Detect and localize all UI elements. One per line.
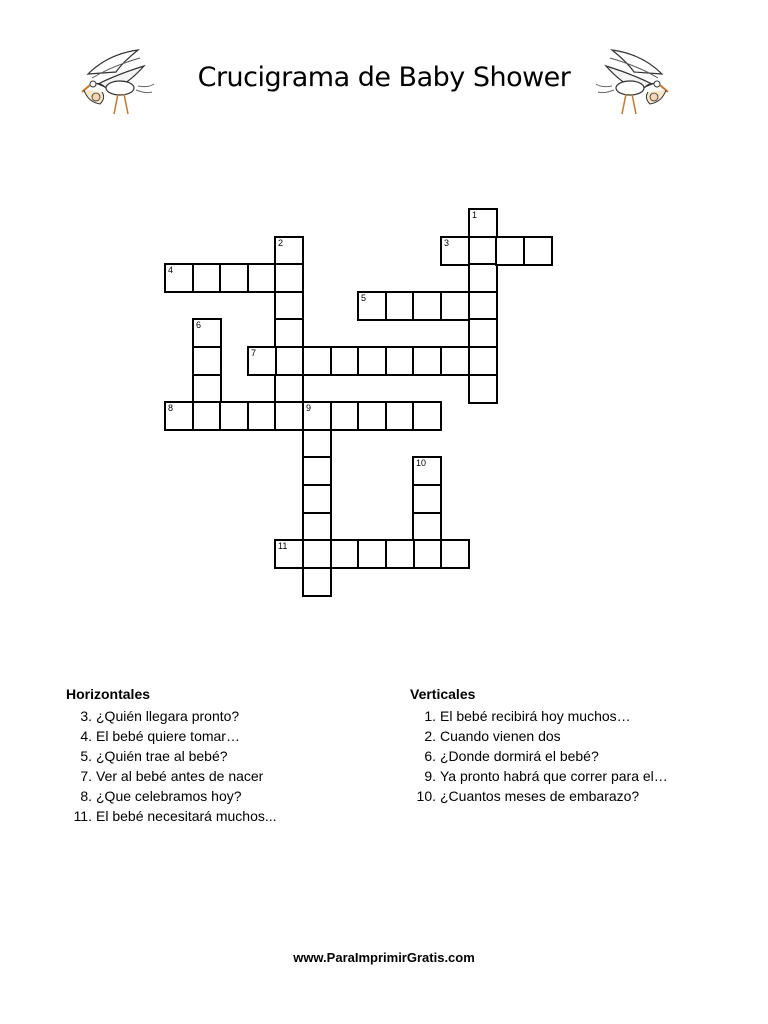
clues-heading: Horizontales (66, 686, 151, 702)
crossword-cell[interactable] (192, 263, 222, 293)
crossword-cell[interactable] (302, 484, 332, 514)
cell-number: 1 (472, 210, 478, 220)
crossword-cell[interactable] (523, 236, 553, 266)
crossword-cell[interactable] (274, 374, 304, 404)
cell-number: 6 (196, 320, 202, 330)
crossword-cell[interactable] (302, 512, 332, 542)
cell-number: 11 (278, 541, 288, 551)
clue-item: 1. El bebé recibirá hoy muchos… (424, 708, 631, 724)
crossword-cell[interactable] (302, 401, 332, 431)
crossword-cell[interactable] (302, 346, 332, 376)
crossword-cell[interactable] (412, 512, 442, 542)
crossword-cell[interactable] (412, 401, 442, 431)
clue-item: 3. ¿Quién llegara pronto? (80, 708, 240, 724)
crossword-cell[interactable] (357, 291, 387, 321)
crossword-cell[interactable] (192, 318, 222, 348)
crossword-cell[interactable] (468, 318, 498, 348)
clue-item: 7. Ver al bebé antes de nacer (80, 768, 264, 784)
footer-url: www.ParaImprimirGratis.com (293, 950, 475, 965)
cell-number: 7 (251, 348, 257, 358)
cell-number: 5 (361, 293, 367, 303)
crossword-cell[interactable] (412, 346, 442, 376)
cell-number: 2 (278, 238, 284, 248)
crossword-cell[interactable] (468, 346, 498, 376)
crossword-cell[interactable] (468, 374, 498, 404)
crossword-cell[interactable] (192, 346, 222, 376)
crossword-cell[interactable] (412, 484, 442, 514)
page-title: Crucigrama de Baby Shower (197, 62, 571, 93)
clues-heading: Verticales (410, 686, 476, 702)
crossword-cell[interactable] (247, 263, 277, 293)
crossword-cell[interactable] (247, 401, 277, 431)
clue-item: 9. Ya pronto habrá que correr para el… (424, 768, 668, 784)
crossword-cell[interactable] (357, 539, 387, 569)
crossword-cell[interactable] (274, 318, 304, 348)
cell-number: 3 (444, 238, 450, 248)
crossword-cell[interactable] (192, 374, 222, 404)
crossword-cell[interactable] (302, 567, 332, 597)
crossword-cell[interactable] (274, 401, 304, 431)
crossword-cell[interactable] (412, 456, 442, 486)
crossword-cell[interactable] (219, 401, 249, 431)
crossword-cell[interactable] (412, 539, 442, 569)
crossword-cell[interactable] (164, 263, 194, 293)
crossword-cell[interactable] (274, 539, 304, 569)
cell-number: 8 (168, 403, 174, 413)
clue-item: 6. ¿Donde dormirá el bebé? (424, 748, 599, 764)
crossword-cell[interactable] (468, 208, 498, 238)
crossword-cell[interactable] (274, 291, 304, 321)
crossword-cell[interactable] (440, 539, 470, 569)
crossword-cell[interactable] (412, 291, 442, 321)
clue-item: 2. Cuando vienen dos (424, 728, 561, 744)
crossword-cell[interactable] (357, 346, 387, 376)
crossword-cell[interactable] (440, 236, 470, 266)
clues-horizontales (66, 686, 277, 826)
crossword-cell[interactable] (330, 346, 360, 376)
clue-item: 4. El bebé quiere tomar… (80, 728, 240, 744)
clues-verticales (410, 686, 668, 806)
crossword-cell[interactable] (274, 346, 304, 376)
cell-number: 10 (416, 458, 427, 468)
crossword-cell[interactable] (385, 346, 415, 376)
crossword-cell[interactable] (164, 401, 194, 431)
crossword-cell[interactable] (385, 401, 415, 431)
crossword-cell[interactable] (219, 263, 249, 293)
crossword-cell[interactable] (495, 236, 525, 266)
crossword-cell[interactable] (302, 539, 332, 569)
crossword-cell[interactable] (274, 236, 304, 266)
clue-item: 11. El bebé necesitará muchos... (73, 808, 277, 824)
crossword-cell[interactable] (274, 263, 304, 293)
crossword-cell[interactable] (192, 401, 222, 431)
crossword-cell[interactable] (440, 291, 470, 321)
cell-number: 4 (168, 265, 174, 275)
clue-item: 10. ¿Cuantos meses de embarazo? (416, 788, 640, 804)
crossword-cell[interactable] (357, 401, 387, 431)
clue-item: 5. ¿Quién trae al bebé? (80, 748, 228, 764)
crossword-cell[interactable] (302, 456, 332, 486)
crossword-cell[interactable] (302, 429, 332, 459)
crossword-cell[interactable] (468, 263, 498, 293)
crossword-cell[interactable] (468, 291, 498, 321)
crossword-cell[interactable] (330, 401, 360, 431)
crossword-cell[interactable] (440, 346, 470, 376)
crossword-cell[interactable] (385, 539, 415, 569)
crossword-cell[interactable] (330, 539, 360, 569)
crossword-cell[interactable] (385, 291, 415, 321)
crossword-cell[interactable] (247, 346, 277, 376)
clue-item: 8. ¿Que celebramos hoy? (80, 788, 242, 804)
cell-number: 9 (306, 403, 312, 413)
crossword-cell[interactable] (468, 236, 498, 266)
